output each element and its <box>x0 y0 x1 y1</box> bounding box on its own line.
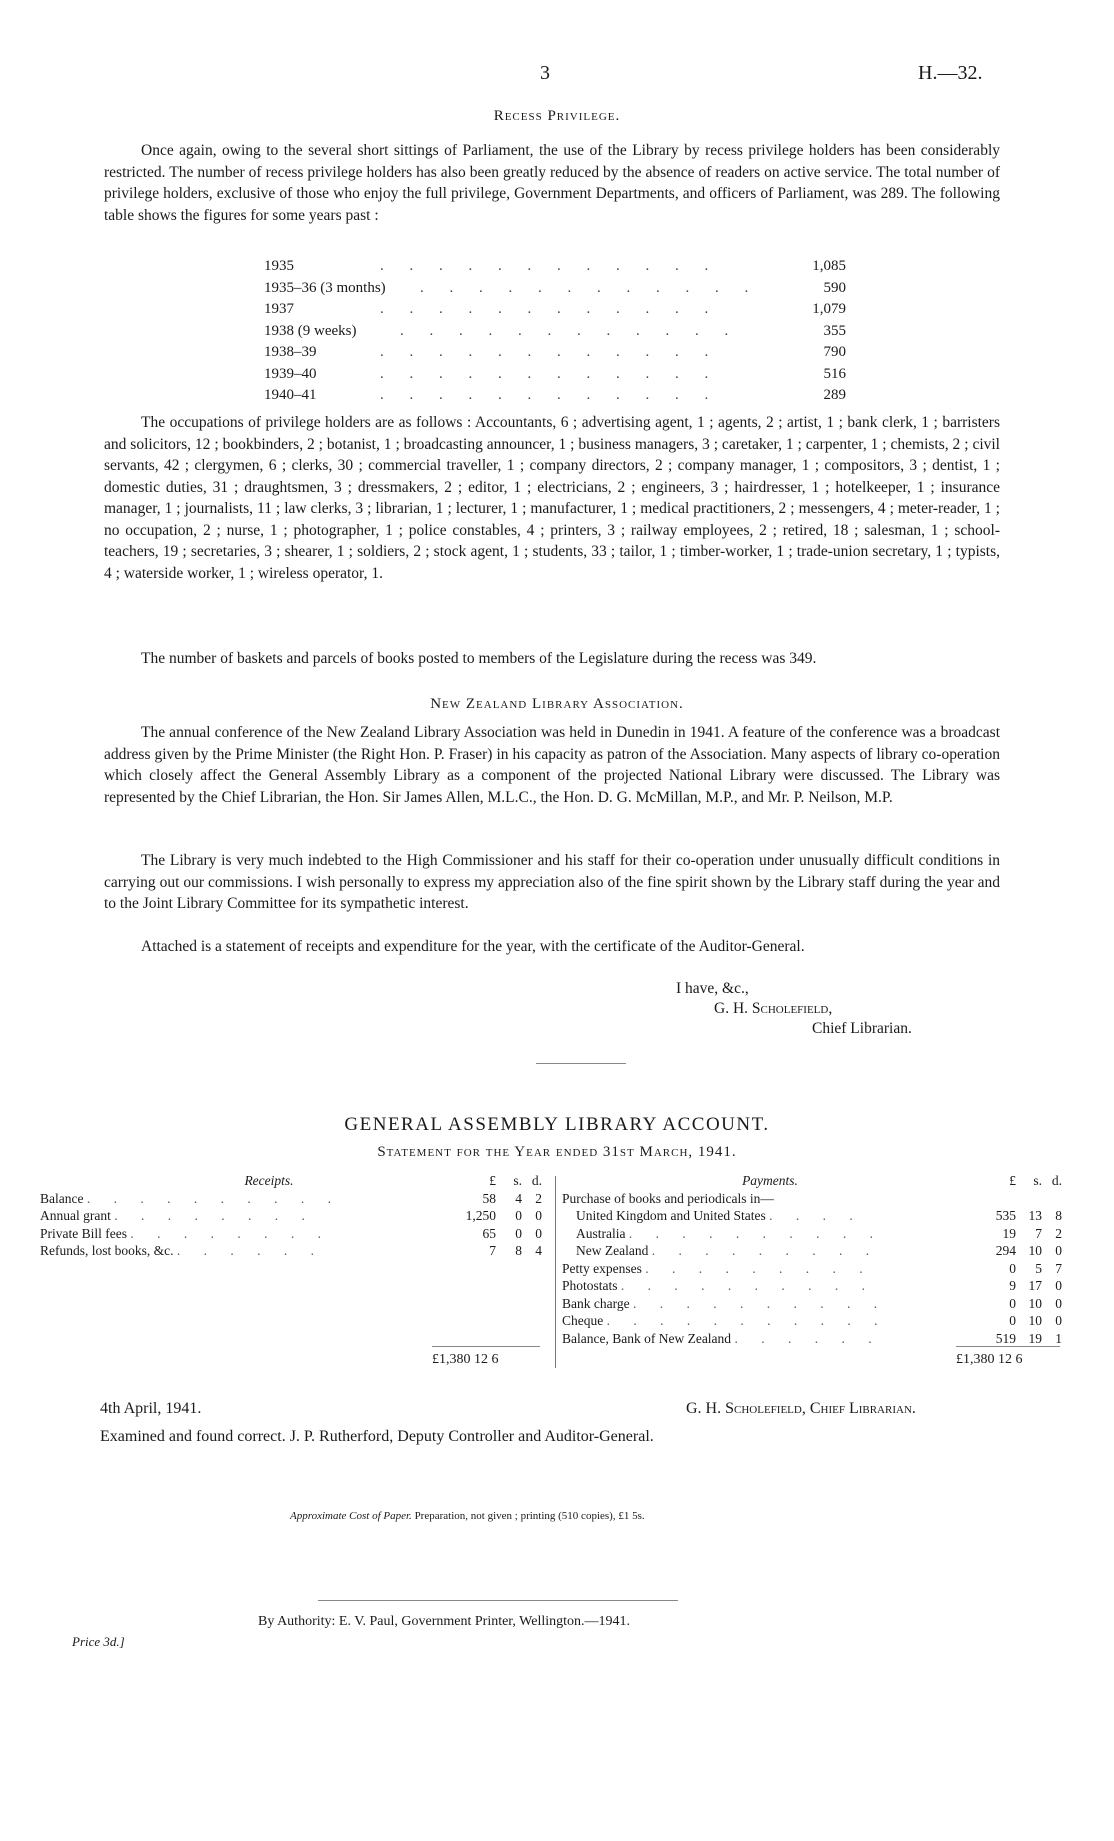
table-row <box>562 1260 1062 1278</box>
payments-header-row <box>562 1172 1062 1190</box>
account-title: GENERAL ASSEMBLY LIBRARY ACCOUNT. <box>344 1114 770 1135</box>
leader-dots: . . . . . . . . . . . . <box>420 279 760 296</box>
receipt-pence: 0 <box>535 1208 542 1223</box>
year-label: 1935–36 (3 months) <box>264 279 386 296</box>
payment-pence: 8 <box>1055 1208 1062 1223</box>
payments-header: Payments. <box>742 1173 798 1188</box>
table-row <box>562 1295 1062 1313</box>
parcels-paragraph: The number of baskets and parcels of books posted to members of the Legislature during the recess was 349. <box>141 650 817 667</box>
payment-pounds: 294 <box>995 1243 1016 1258</box>
table-row <box>562 1330 1062 1348</box>
payment-shillings: 7 <box>1035 1225 1042 1241</box>
nzla-paragraph-1: The annual conference of the New Zealand Library Association was held in Dunedin in 1941. A feature of the conference was a broadcast address given by the Prime Minister (the Right Hon. P. Fraser) in his capacity as patron of the Association. Many aspects of library co-operation which closely affect the General Assembly Library as a component of the projected National Library were discussed. The Library was represented by the Chief Librarian, the Hon. Sir James Allen, M.L.C., the Hon. D. G. McMillan, M.P., and Mr. P. Neilson, M.P. <box>104 724 1000 806</box>
recess-heading: Recess Privilege. <box>493 108 621 124</box>
payment-shillings: 19 <box>1028 1330 1042 1346</box>
signatory-name: G. H. Scholefield, <box>714 1000 833 1017</box>
receipt-pounds: 65 <box>482 1225 496 1241</box>
payment-label: New Zealand <box>576 1243 649 1258</box>
receipt-shillings: 8 <box>515 1243 522 1258</box>
table-row <box>40 1225 542 1243</box>
column-separator <box>555 1176 556 1368</box>
payment-pounds: 519 <box>995 1330 1016 1346</box>
payment-shillings: 10 <box>1028 1295 1042 1311</box>
date-line: 4th April, 1941. <box>100 1400 202 1417</box>
occupations-paragraph: The occupations of privilege holders are as follows : Accountants, 6 ; advertising agent, 1 ; agents, 2 ; artist, 1 ; bank clerk, 1 ; barristers and solicitors, 12 ; bookbinders, 2 ; botanist, 1 ; broadcasting announcer, 1 ; business managers, 3 ; caretaker, 1 ; carpenter, 1 ; chemists, 2 ; civil servants, 42 ; clergymen, 6 ; clerks, 30 ; commercial traveller, 1 ; company directors, 2 ; company manager, 1 ; compositors, 3 ; dentist, 1 ; domestic duties, 31 ; draughtsmen, 3 ; dressmakers, 2 ; editor, 1 ; electricians, 2 ; engineers, 3 ; hairdresser, 1 ; hotelkeeper, 1 ; insurance manager, 1 ; journalists, 11 ; law clerks, 3 ; librarian, 1 ; lecturer, 1 ; manufacturer, 1 ; medical practitioners, 2 ; messengers, 4 ; meter-reader, 1 ; no occupation, 2 ; nurse, 1 ; photographer, 1 ; police constables, 4 ; printers, 3 ; railway employees, 2 ; retired, 18 ; salesman, 1 ; school-teachers, 19 ; secretaries, 3 ; shearer, 1 ; soldiers, 2 ; stock agent, 1 ; students, 33 ; tailor, 1 ; timber-worker, 1 ; trade-union secretary, 1 ; typists, 4 ; waterside worker, 1 ; wireless operator, 1. <box>104 414 1000 582</box>
year-value: 1,085 <box>812 258 846 274</box>
year-value: 1,079 <box>812 301 846 317</box>
pence-column-header: d. <box>531 1173 542 1188</box>
leader-dots: . . . . . . <box>734 1330 882 1346</box>
receipt-label: Balance <box>40 1190 84 1206</box>
leader-dots: . . . . . . . . . . . <box>606 1313 888 1328</box>
receipt-shillings: 4 <box>515 1190 522 1206</box>
year-label: 1935 <box>264 258 294 274</box>
table-row <box>264 321 846 343</box>
payment-shillings: 5 <box>1035 1260 1042 1276</box>
document-code: H.—32. <box>918 62 983 84</box>
leader-dots: . . . . . . . . . . . . <box>380 365 720 382</box>
year-value: 289 <box>823 387 846 403</box>
authority-rule <box>318 1600 678 1601</box>
table-row <box>562 1225 1062 1243</box>
table-row <box>264 364 846 386</box>
year-value: 355 <box>823 322 846 339</box>
payment-shillings: 13 <box>1028 1208 1042 1223</box>
pence-column-header: d. <box>1051 1173 1062 1188</box>
year-label: 1938 (9 weeks) <box>264 322 357 339</box>
year-label: 1937 <box>264 301 294 317</box>
leader-dots: . . . . . . . . . . <box>86 1190 341 1206</box>
cost-note-label: Approximate Cost of Paper. <box>290 1510 412 1522</box>
page-number: 3 <box>540 62 550 84</box>
payment-pounds: 9 <box>1009 1278 1016 1293</box>
year-value: 516 <box>823 365 846 382</box>
payment-pounds: 0 <box>1009 1313 1016 1328</box>
receipt-pounds: 1,250 <box>465 1208 496 1223</box>
receipt-pence: 4 <box>535 1243 542 1258</box>
payments-total-rule <box>956 1346 1060 1347</box>
payments-total: £1,380 12 6 <box>956 1352 1023 1367</box>
payment-label: United Kingdom and United States <box>576 1208 766 1223</box>
account-subtitle: Statement for the Year ended 31st March, 1941. <box>377 1144 737 1160</box>
leader-dots: . . . . . . . . . . <box>632 1295 888 1311</box>
examined-line: Examined and found correct. J. P. Rutherford, Deputy Controller and Auditor-General. <box>100 1428 654 1445</box>
year-label: 1939–40 <box>264 365 317 382</box>
payment-label: Photostats <box>562 1278 618 1293</box>
cost-note-detail: Preparation, not given ; printing (510 copies), £1 5s. <box>414 1510 645 1522</box>
table-row <box>40 1242 542 1260</box>
year-label: 1940–41 <box>264 387 317 403</box>
leader-dots: . . . . . . . . . . . . <box>380 301 720 317</box>
payment-pounds: 19 <box>1002 1225 1016 1241</box>
table-row <box>264 385 846 407</box>
shilling-column-header: s. <box>513 1173 522 1188</box>
leader-dots: . . . . . . . . . <box>651 1243 880 1258</box>
payment-shillings: 10 <box>1028 1243 1042 1258</box>
payment-pence: 1 <box>1055 1330 1062 1346</box>
leader-dots: . . . . <box>769 1208 863 1223</box>
payment-pence: 0 <box>1055 1278 1062 1293</box>
payment-label: Petty expenses <box>562 1260 642 1276</box>
payment-pounds: 0 <box>1009 1295 1016 1311</box>
payment-pounds: 535 <box>995 1208 1016 1223</box>
table-row <box>264 342 846 364</box>
payment-pence: 2 <box>1055 1225 1062 1241</box>
leader-dots: . . . . . . . . <box>130 1225 331 1241</box>
leader-dots: . . . . . . . . . . . . <box>380 258 720 274</box>
table-row <box>562 1207 1062 1225</box>
year-value: 590 <box>823 279 846 296</box>
receipts-table <box>40 1172 542 1260</box>
payment-label: Balance, Bank of New Zealand <box>562 1330 732 1346</box>
table-row <box>40 1207 542 1225</box>
leader-dots: . . . . . . . . . . <box>620 1278 876 1293</box>
payment-shillings: 10 <box>1028 1313 1042 1328</box>
signoff-line: G. H. Scholefield, Chief Librarian. <box>686 1400 916 1417</box>
shilling-column-header: s. <box>1033 1173 1042 1188</box>
table-row <box>562 1190 1062 1208</box>
leader-dots: . . . . . . <box>176 1243 324 1258</box>
receipt-pence: 0 <box>535 1225 542 1241</box>
signatory-title: Chief Librarian. <box>812 1020 912 1037</box>
pound-column-header: £ <box>489 1173 496 1188</box>
payments-table <box>562 1172 1062 1347</box>
receipt-shillings: 0 <box>515 1225 522 1241</box>
leader-dots: . . . . . . . . . . . . <box>380 344 720 360</box>
receipt-label: Annual grant <box>40 1208 111 1223</box>
leader-dots: . . . . . . . . . . . . <box>400 322 740 339</box>
table-row <box>264 278 846 300</box>
receipts-total: £1,380 12 6 <box>432 1352 499 1367</box>
table-row <box>562 1242 1062 1260</box>
recess-paragraph-1: Once again, owing to the several short sittings of Parliament, the use of the Library by recess privilege holders has been considerably restricted. The number of recess privilege holders has also been greatly reduced by the absence of readers on active service. The total number of privilege holders, exclusive of those who enjoy the full privilege, Government Departments, and officers of Parliament, was 289. The following table shows the figures for some years past : <box>104 142 1000 224</box>
payment-label: Bank charge <box>562 1295 630 1311</box>
payment-pence: 0 <box>1055 1243 1062 1258</box>
privilege-table <box>264 256 846 407</box>
receipt-pence: 2 <box>535 1190 542 1206</box>
receipt-label: Private Bill fees <box>40 1225 127 1241</box>
nzla-heading: New Zealand Library Association. <box>430 696 684 712</box>
table-row <box>264 299 846 321</box>
nzla-paragraph-3: Attached is a statement of receipts and expenditure for the year, with the certificate of the Auditor-General. <box>141 938 805 955</box>
nzla-paragraph-2: The Library is very much indebted to the High Commissioner and his staff for their co-operation under unusually difficult conditions in carrying out our commissions. I wish personally to express my appreciation also of the fine spirit shown by the Library staff during the year and to the Joint Library Committee for its sympathetic interest. <box>104 852 1000 912</box>
payment-label: Purchase of books and periodicals in— <box>562 1190 774 1206</box>
table-row <box>264 256 846 278</box>
payment-label: Cheque <box>562 1313 604 1328</box>
receipt-shillings: 0 <box>515 1208 522 1223</box>
table-row <box>562 1277 1062 1295</box>
payment-pence: 0 <box>1055 1313 1062 1328</box>
receipts-header: Receipts. <box>244 1173 294 1188</box>
payment-pence: 0 <box>1055 1295 1062 1311</box>
receipts-total-rule <box>432 1346 540 1347</box>
price-note: Price 3d.] <box>72 1634 125 1649</box>
leader-dots: . . . . . . . . . . <box>628 1225 883 1241</box>
payment-shillings: 17 <box>1028 1278 1042 1293</box>
year-label: 1938–39 <box>264 344 317 360</box>
payment-pounds: 0 <box>1009 1260 1016 1276</box>
leader-dots: . . . . . . . . <box>114 1208 315 1223</box>
receipt-pounds: 7 <box>489 1243 496 1258</box>
leader-dots: . . . . . . . . . <box>645 1260 873 1276</box>
payment-pence: 7 <box>1055 1260 1062 1276</box>
table-row <box>562 1312 1062 1330</box>
divider <box>536 1063 626 1064</box>
payment-label: Australia <box>576 1225 626 1241</box>
receipt-label: Refunds, lost books, &c. <box>40 1243 174 1258</box>
table-row <box>40 1190 542 1208</box>
leader-dots: . . . . . . . . . . . . <box>380 387 720 403</box>
pound-column-header: £ <box>1009 1173 1016 1188</box>
authority-line: By Authority: E. V. Paul, Government Printer, Wellington.—1941. <box>258 1614 631 1629</box>
year-value: 790 <box>823 344 846 360</box>
cost-note <box>290 1510 645 1522</box>
receipt-pounds: 58 <box>482 1190 496 1206</box>
receipts-header-row <box>40 1172 542 1190</box>
closing-line: I have, &c., <box>676 980 749 997</box>
